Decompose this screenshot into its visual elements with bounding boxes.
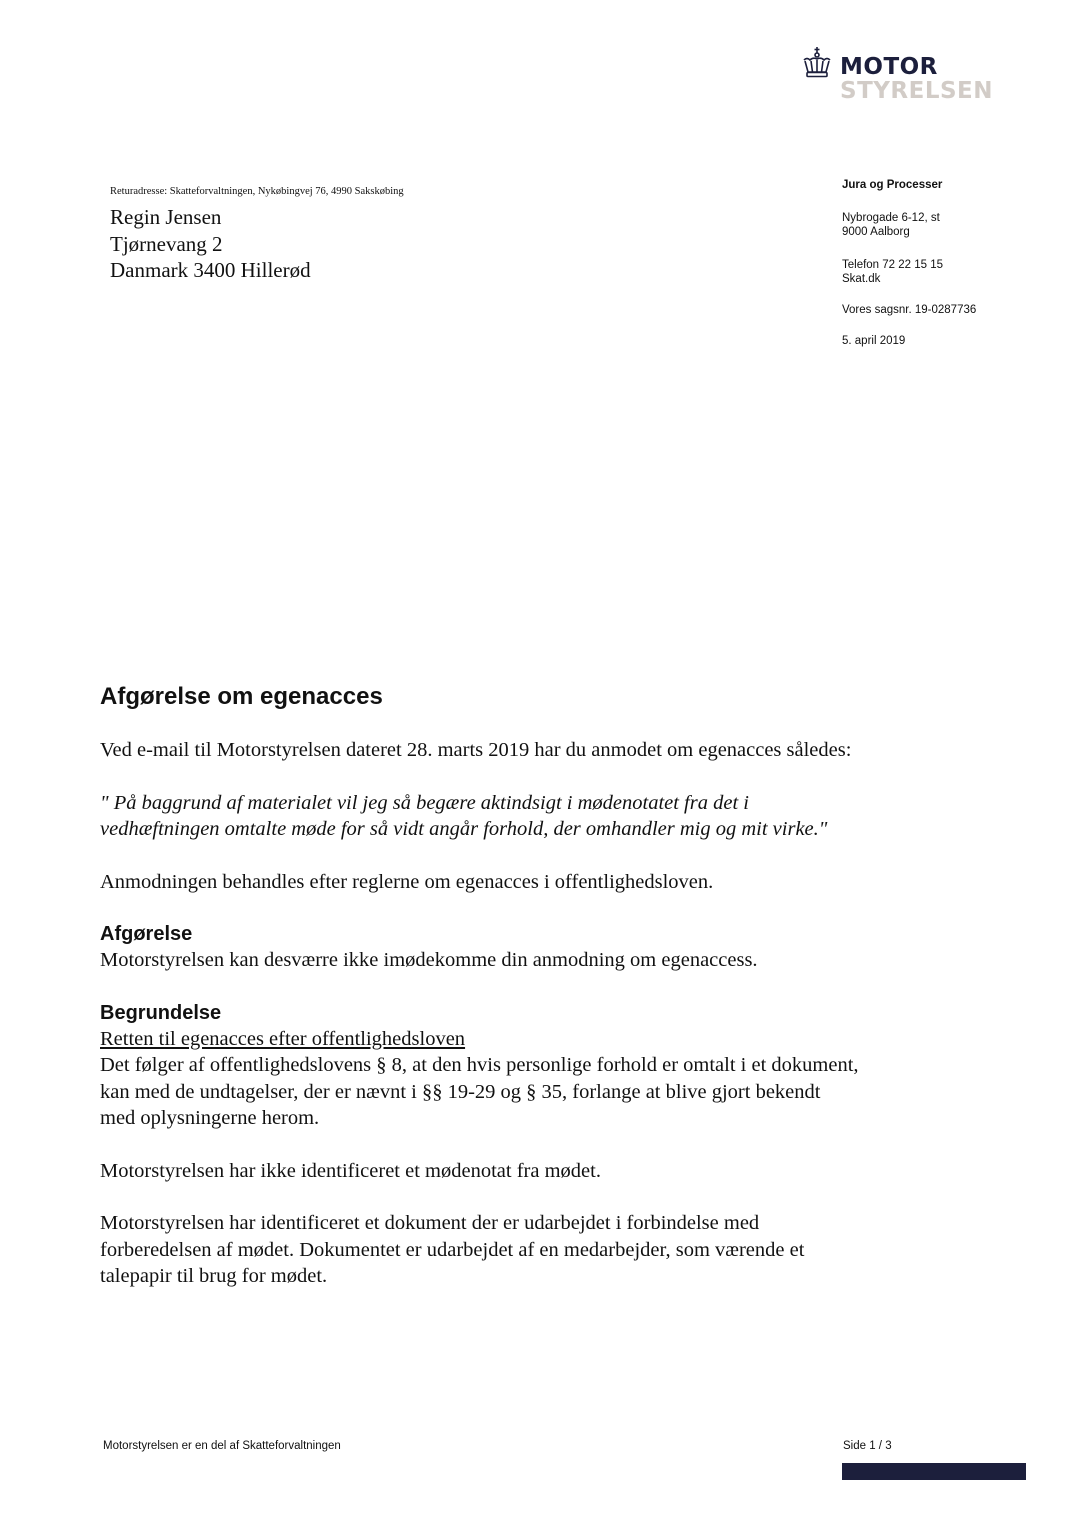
document-title: Afgørelse om egenacces: [100, 683, 383, 710]
decision-heading: Afgørelse: [100, 923, 193, 945]
letter-body: [100, 682, 860, 1316]
sender-address-line2: 9000 Aalborg: [842, 226, 910, 238]
crown-icon: [800, 46, 834, 80]
page-number: Side 1 / 3: [843, 1440, 892, 1452]
quote-paragraph: " På baggrund af materialet vil jeg så begære aktindsigt i mødenotatet fra det i vedhæftningen omtalte møde for så vidt angår forhold, der omhandler mig og mit virke.": [100, 791, 828, 840]
footer-brand-bar: [842, 1463, 1026, 1480]
recipient-street: Tjørnevang 2: [110, 231, 223, 256]
reason-heading: Begrundelse: [100, 1001, 222, 1024]
recipient-city: Danmark 3400 Hillerød: [110, 258, 311, 282]
intro-paragraph: Ved e-mail til Motorstyrelsen dateret 28. marts 2019 har du anmodet om egenacces således:: [100, 739, 852, 761]
logo-text-motor: MOTOR: [840, 54, 938, 80]
recipient-address: [110, 204, 311, 284]
sender-contact: [842, 258, 943, 286]
decision-paragraph: Motorstyrelsen kan desværre ikke imødekomme din anmodning om egenaccess.: [100, 949, 758, 971]
footer-note: Motorstyrelsen er en del af Skatteforvaltningen: [103, 1440, 341, 1452]
sender-address: [842, 211, 940, 239]
sender-phone: Telefon 72 22 15 15: [842, 259, 944, 271]
reason-subheading: Retten til egenacces efter offentlighedsloven: [100, 1027, 466, 1050]
motorstyrelsen-logo: [798, 44, 998, 106]
sender-department: Jura og Processer: [842, 179, 943, 191]
return-address: Returadresse: Skatteforvaltningen, Nykøbingvej 76, 4990 Sakskøbing: [110, 186, 404, 197]
logo-text-styrelsen: STYRELSEN: [840, 78, 994, 104]
sender-website: Skat.dk: [842, 273, 881, 285]
no-notat-paragraph: Motorstyrelsen har ikke identificeret et mødenotat fra mødet.: [100, 1159, 601, 1182]
case-number: Vores sagsnr. 19-0287736: [842, 304, 977, 316]
sender-address-line1: Nybrogade 6-12, st: [842, 212, 940, 224]
reason-paragraph: Det følger af offentlighedslovens § 8, at den hvis personlige forhold er omtalt i et dokument, kan med de undtagelser, der er nævnt i §§ 19-29 og § 35, forlange at blive gjort bekendt med oplysningerne herom.: [100, 1054, 859, 1129]
handling-paragraph: Anmodningen behandles efter reglerne om egenacces i offentlighedsloven.: [100, 870, 714, 893]
document-paragraph: Motorstyrelsen har identificeret et dokument der er udarbejdet i forbindelse med forberedelsen af mødet. Dokumentet er udarbejdet af en medarbejder, som værende et talepapir til brug for mødet.: [100, 1212, 805, 1287]
letter-date: 5. april 2019: [842, 335, 906, 347]
recipient-name: Regin Jensen: [110, 205, 222, 229]
